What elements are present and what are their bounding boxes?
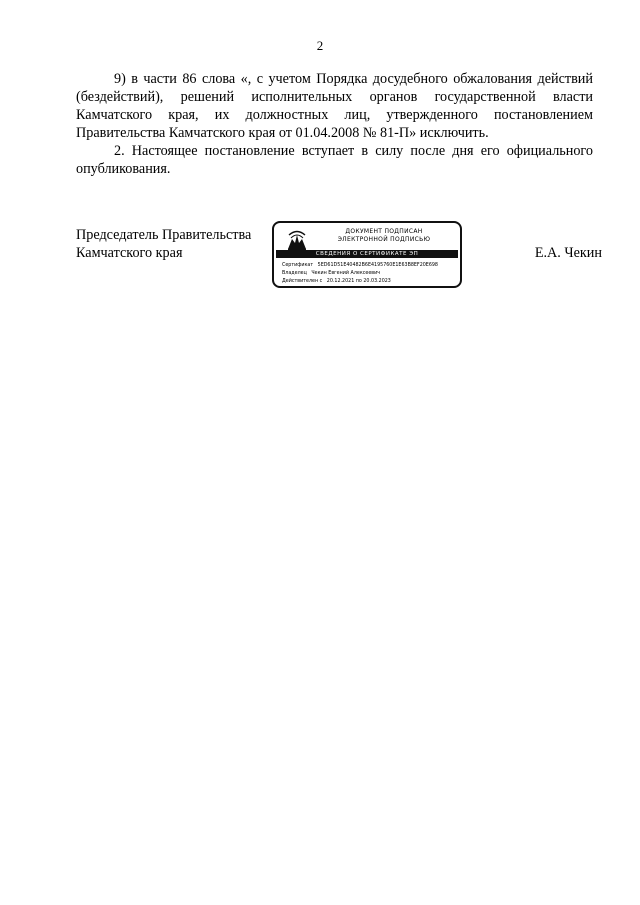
certificate-value: 5ED61D51E40482B6E4195760E1E63B8EF20E698 xyxy=(317,263,438,268)
stamp-owner-row xyxy=(282,270,458,278)
paragraph-item-2: 2. Настоящее постановление вступает в силу после дня его официального опубликования. xyxy=(76,143,593,177)
stamp-certificate-band: СВЕДЕНИЯ О СЕРТИФИКАТЕ ЭП xyxy=(276,250,458,258)
page-number: 2 xyxy=(316,38,324,53)
coat-of-arms-icon xyxy=(286,229,308,251)
stamp-header-line1: ДОКУМЕНТ ПОДПИСАН xyxy=(345,228,423,235)
signer-title-line1: Председатель Правительства xyxy=(76,227,252,243)
signer-name: Е.А. Чекин xyxy=(534,245,602,261)
stamp-details xyxy=(282,262,458,286)
validity-label: Действителен с xyxy=(282,279,323,284)
certificate-label: Сертификат xyxy=(282,263,314,268)
electronic-signature-stamp xyxy=(272,221,462,288)
signer-title xyxy=(76,226,251,262)
stamp-certificate-row xyxy=(282,262,458,270)
stamp-header xyxy=(314,228,454,244)
stamp-header-line2: ЭЛЕКТРОННОЙ ПОДПИСЬЮ xyxy=(337,236,431,243)
owner-value: Чекин Евгений Алексеевич xyxy=(311,271,381,276)
paragraph-item-9: 9) в части 86 слова «, с учетом Порядка досудебного обжалования действий (бездействий), решений исполнительных органов государственной власти Камчатского края, их должностных лиц, утвержденного постановлением Правительства Камчатского края от 01.04.2008 № 81-П» исключить. xyxy=(76,71,593,141)
signer-title-line2: Камчатского края xyxy=(76,245,183,261)
validity-value: 20.12.2021 по 20.03.2023 xyxy=(326,279,391,284)
document-body xyxy=(76,70,593,178)
stamp-validity-row xyxy=(282,278,458,286)
owner-label: Владелец xyxy=(282,271,307,276)
